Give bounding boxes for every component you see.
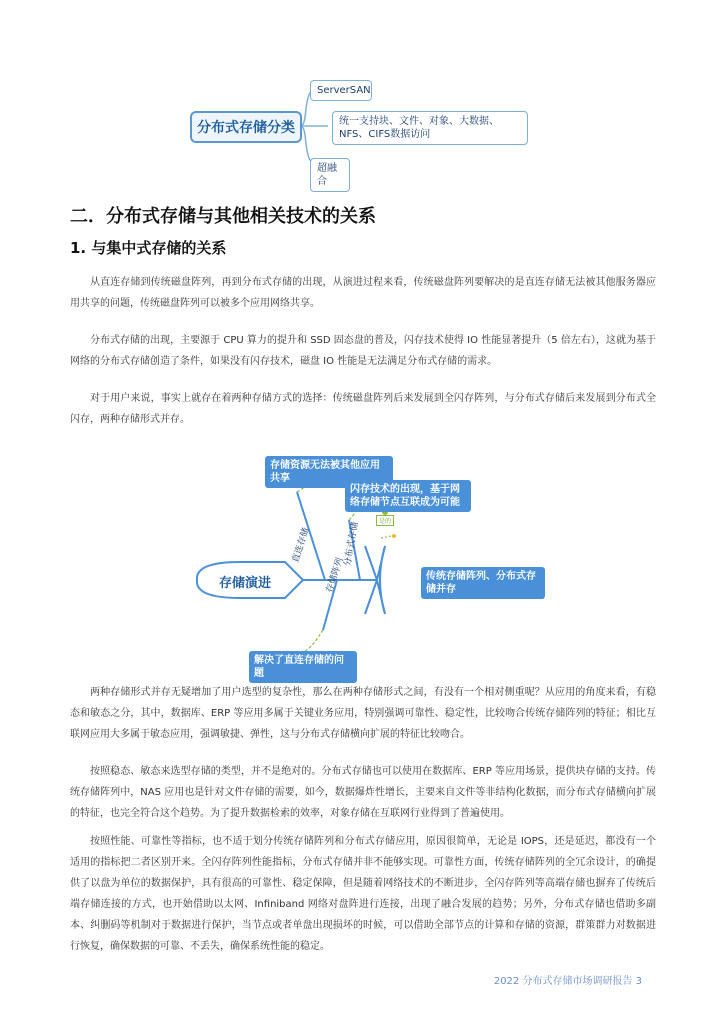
mindmap-branch-hyperconverged: 超融合: [310, 158, 350, 192]
paragraph-5: 按照稳态、敏态来选型存储的类型，并不是绝对的。分布式存储也可以使用在数据库、ERP 等应用场景，提供块存储的支持。传统存储阵列中，NAS 应用也是针对文件存储的需要，如今，数据爆炸性增长，主要来自文件等非结构化数据，而分布式存储横向扩展的特征，也完全符合这个趋势。为了提升数据检索的效率，对象存储在互联网行业得到了普遍使用。: [70, 766, 656, 819]
section-title: 二．分布式存储与其他相关技术的关系: [70, 206, 376, 227]
fishbone-small-tag: 是的: [376, 515, 394, 526]
page-footer: 2022 分布式存储市场调研报告 3: [493, 976, 642, 987]
paragraph-3: 对于用户来说，事实上就存在着两种存储方式的选择：传统磁盘阵列后来发展到全闪存阵列，与分布式存储后来发展到分布式全闪存，两种存储形式并存。: [70, 393, 656, 425]
paragraph-4: 两种存储形式并存无疑增加了用户选型的复杂性，那么在两种存储形式之间，有没有一个相对侧重呢？从应用的角度来看，有稳态和敏态之分，其中，数据库、ERP 等应用多属于关键业务应用，特别强调可靠性、稳定性，比较吻合传统存储阵列的特征；相比互联网应用大多属于敏态应用，强调敏捷、弹性，这与分布式存储横向扩展的特征比较吻合。: [70, 687, 656, 740]
paragraph-1: 从直连存储到传统磁盘阵列，再到分布式存储的出现，从演进过程来看，传统磁盘阵列要解决的是直连存储无法被其他服务器应用共享的问题，传统磁盘阵列可以被多个应用网络共享。: [70, 277, 656, 309]
mindmap-root: 分布式存储分类: [190, 111, 302, 143]
fishbone-bone-distributed: 分布式存储: [342, 521, 361, 568]
fishbone-tail-box: 传统存储阵列、分布式存储并存: [421, 567, 545, 599]
fishbone-bottom-box: 解决了直连存储的问题: [249, 651, 357, 683]
fishbone-bone-array: 存储阵列: [324, 556, 346, 595]
fishbone-top-box: 存储资源无法被其他应用共享: [265, 456, 393, 488]
mindmap-branch-serversan: ServerSAN: [310, 80, 372, 101]
subsection-title: 1. 与集中式存储的关系: [70, 239, 227, 257]
fishbone-bone-direct: 直连存储: [290, 526, 312, 565]
paragraph-6: 按照性能、可靠性等指标，也不适于划分传统存储阵列和分布式存储应用，原因很简单，无论是 IOPS，还是延迟，都没有一个适用的指标把二者区别开来。全闪存阵列性能指标，分布式存储并非不能够实现。可靠性方面，传统存储阵列的全冗余设计，的确提供了以盘为单位的数据保护，具有很高的可靠性、稳定保障，但是随着网络技术的不断进步，全闪存阵列等高端存储也摒弃了传统后端存储连接的方式，也开始借助以太网、Infiniband 网络对盘阵进行连接，出现了融合发展的趋势；另外，分布式存储也借助多副本、纠删码等机制对于数据进行保护，当节点或者单盘出现损坏的时候，可以借助全部节点的计算和存储的资源，群策群力对数据进行恢复，确保数据的可靠、不丢失，确保系统性能的稳定。: [70, 836, 656, 952]
mindmap-branch-unified-access: 统一支持块、文件、对象、大数据、NFS、CIFS数据访问: [332, 111, 528, 145]
fishbone-head-label: 存储演进: [218, 575, 271, 591]
fishbone-middle-box: 闪存技术的出现，基于网络存储节点互联成为可能: [345, 480, 471, 512]
paragraph-2: 分布式存储的出现，主要源于 CPU 算力的提升和 SSD 固态盘的普及，闪存技术使得 IO 性能显著提升（5 倍左右），这就为基于网络的分布式存储创造了条件，如果没有闪存技术，磁盘 IO 性能是无法满足分布式存储的需求。: [70, 335, 656, 367]
